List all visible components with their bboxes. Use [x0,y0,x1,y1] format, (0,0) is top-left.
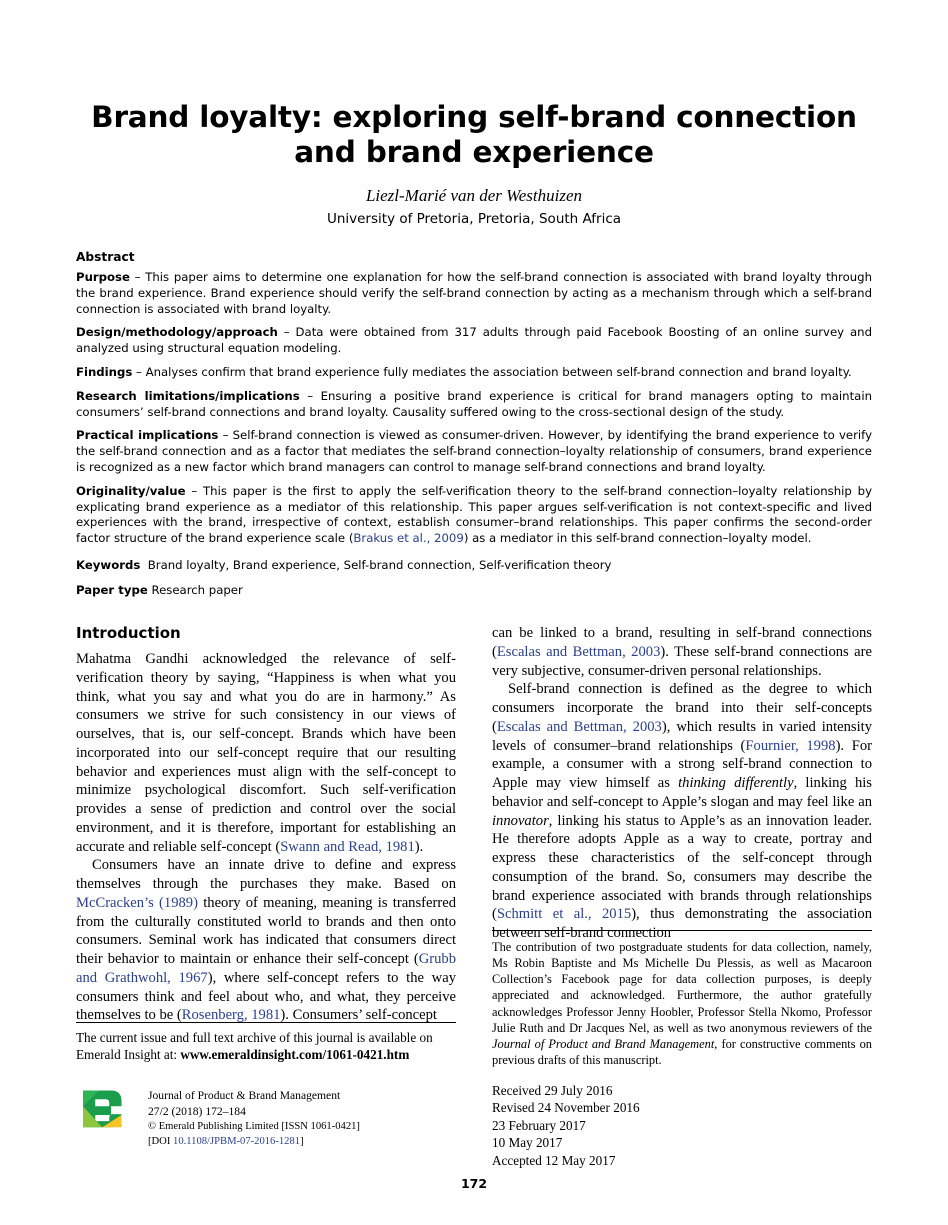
author-affiliation: University of Pretoria, Pretoria, South Africa [326,210,622,227]
abstract-heading: Abstract [76,249,135,264]
paragraph-text: , linking his behavior and self-concept to Apple’s slogan and may feel like an [492,775,872,810]
abstract-label: Research limitations/implications [76,388,300,403]
acknowledgement-journal: Journal of Product and Brand Management [492,1036,715,1051]
paragraph-text: ), which results in varied intensity levels of consumer–brand relationships ( [492,718,872,754]
acknowledgement-text [492,939,872,1068]
page-number: 172 [460,1176,488,1191]
date-received: Received 29 July 2016 [492,1083,613,1098]
doi-label: [DOI [148,1135,174,1147]
date-accepted: Accepted 12 May 2017 [492,1152,616,1168]
paper-type-value: Research paper [151,582,243,597]
author-name: Liezl-Marié van der Westhuizen [365,185,583,205]
emerald-logo-icon [76,1080,132,1136]
publication-meta [148,1088,360,1149]
citation-link[interactable]: Swann and Read, 1981 [280,838,415,855]
archive-url[interactable]: www.emeraldinsight.com/1061-0421.htm [180,1046,410,1062]
abstract-label: Originality/value [76,483,186,498]
paragraph-text: , linking his status to Apple’s as an innovation leader. He therefore adopts Apple as a way to create, portray and express these characteristics of the self-concept through consumption of the brand. So, consumers may describe the brand experience associated with brands through relationships ( [492,812,872,923]
abstract-text: – This paper is the first to apply the self-verification theory to the self-brand connection–loyalty relationship by explicating brand experience as a mediator of this relationship. This paper argues self-verification is not context-specific and lived experiences with the brand, irrespective of context, establish consumer–brand relationships. This paper confirms the second-order factor structure of the brand experience scale ( [76,483,872,546]
date-revised: Revised 24 November 2016 [492,1100,640,1116]
section-heading-introduction: Introduction [76,624,181,642]
abstract-text: – Ensuring a positive brand experience is critical for brand managers opting to maintain consumers’ self-brand connections and brand loyalty. Causality suffered owing to the cross-sectional design of the study. [76,388,872,419]
abstract-section [76,249,872,599]
abstract-label: Design/methodology/approach [76,325,278,340]
citation-link[interactable]: Schmitt et al., 2015 [496,906,632,923]
abstract-label: Purpose [76,270,130,285]
paragraph-text: Consumers have an innate drive to define and express themselves through the purchases they make. Based on [76,857,456,892]
paragraph-text: Mahatma Gandhi acknowledged the relevance of self-verification theory by saying, “Happiness is when what you think, what you say and what you do are in harmony.” As consumers we strive for such consistency in our views of ourselves, that is, our self-concept. Brands which have been incorporated into our self-concept require that our resulting behavior and experiences must align with the self-concept to minimize psychological discomfort. Such self-verification provides a sense of prediction and control over the social environment, and it is therefore, important for establishing an accurate and reliable self-concept ( [76,651,456,855]
paragraph-text: ). For example, a consumer with a strong self-brand connection to Apple may view himself as [492,737,872,791]
paragraph-text: ). These self-brand connections are very subjective, consumer-driven personal relationships. [492,643,872,679]
abstract-label: Findings [76,365,133,380]
journal-issue: 27/2 (2018) 172–184 [148,1104,246,1118]
abstract-paragraph [76,365,872,381]
paragraph-text: ). [414,838,424,855]
keywords-value: Brand loyalty, Brand experience, Self-brand connection, Self-verification theory [147,558,612,573]
archive-line-2: Emerald Insight at: [76,1046,181,1062]
copyright-line: © Emerald Publishing Limited [ISSN 1061-0421] [148,1120,360,1132]
abstract-paragraph [76,325,872,357]
column-left [76,624,456,1025]
abstract-text: – Self-brand connection is viewed as consumer-driven. However, by identifying the brand experience to verify the self-brand connection and as a factor that mediates the self-brand connection–loyalty relationship of consumers, brand experience is recognized as a new factor which brand managers can control to manage self-brand connections and brand loyalty. [76,428,872,475]
emphasis-text: thinking differently [678,775,794,791]
citation-link[interactable]: Escalas and Bettman, 2003 [496,718,662,735]
abstract-text: – Data were obtained from 317 adults through paid Facebook Boosting of an online survey and analyzed using structural equation modeling. [76,325,872,356]
abstract-paragraph-originality [76,484,872,547]
article-head [76,100,872,599]
abstract-text: – This paper aims to determine one explanation for how the self-brand connection is associated with brand loyalty through the brand experience. Brand experience should verify the self-brand connection by acting as a mechanism through which a self-brand connection is associated with brand loyalty. [76,270,872,316]
acknowledgement-tail: , for constructive comments on previous drafts of this manuscript. [492,1036,873,1067]
doi-link[interactable]: 10.1108/JPBM-07-2016-1281 [173,1135,301,1147]
keywords-label: Keywords [76,558,141,573]
archive-line-1: The current issue and full text archive of this journal is available on [76,1030,433,1045]
paragraph-text: Self-brand connection is defined as the degree to which consumers incorporate the brand into their self-concepts ( [492,681,872,735]
citation-link[interactable]: McCracken’s (1989) [76,894,198,911]
paragraph-text: theory of meaning, meaning is transferred from the culturally constituted world to brands and then onto consumers. Seminal work has indicated that consumers direct their behavior to maintain or enhance their self-concept ( [76,894,456,967]
journal-archive-note [76,1022,456,1063]
citation-link[interactable]: Fournier, 1998 [745,737,836,754]
history-dates [492,1082,872,1169]
column-right [492,624,872,943]
abstract-text: – Analyses confirm that brand experience fully mediates the association between self-brand connection and brand loyalty. [132,365,852,380]
citation-link[interactable]: Escalas and Bettman, 2003 [496,643,661,660]
abstract-paragraph [76,428,872,475]
abstract-paragraph [76,270,872,317]
date-revised-3: 10 May 2017 [492,1135,563,1151]
abstract-paragraph [76,389,872,421]
body-paragraph [76,856,456,1025]
divider [76,1022,456,1023]
paragraph-text: ), thus demonstrating the association between self-brand connection [492,906,872,941]
journal-name: Journal of Product & Brand Management [148,1089,341,1102]
divider [492,930,872,931]
abstract-text: ) as a mediator in this self-brand connection–loyalty model. [463,531,812,546]
acknowledgements-block [492,930,872,1169]
doi-close: ] [300,1135,304,1147]
body-paragraph [492,680,872,943]
keywords-row [76,558,872,574]
doi-line [148,1135,360,1150]
date-revised-2: 23 February 2017 [492,1117,586,1133]
paragraph-text: ). Consumers’ self-concept [280,1007,437,1024]
acknowledgement-body: The contribution of two postgraduate students for data collection, namely, Ms Robin Baptiste and Ms Michelle Du Plessis, as well as Macaroon Collection’s Facebook page for data collection purposes, is deeply appreciated and acknowledged. Furthermore, the author gratefully acknowledges Professor Jenny Hoobler, Professor Stella Nkomo, Professor Julie Ruth and Dr Jacques Nel, as well as two anonymous reviewers of the [492,940,872,1035]
body-paragraph [492,624,872,680]
paragraph-text: ), where self-concept refers to the way consumers think and feel about who, and what, they perceive themselves to be ( [76,969,456,1024]
page-title: Brand loyalty: exploring self-brand connection and brand experience [91,100,857,169]
citation-link[interactable]: Brakus et al., 2009 [353,531,464,546]
abstract-label: Practical implications [76,428,219,443]
paper-type-row [76,583,872,599]
paper-type-label: Paper type [76,582,148,597]
citation-link[interactable]: Grubb and Grathwohl, 1967 [76,951,456,986]
paragraph-text: can be linked to a brand, resulting in self-brand connections ( [492,625,872,660]
citation-link[interactable]: Rosenberg, 1981 [181,1007,281,1024]
body-paragraph [76,650,456,856]
emphasis-text: innovator [492,812,549,829]
